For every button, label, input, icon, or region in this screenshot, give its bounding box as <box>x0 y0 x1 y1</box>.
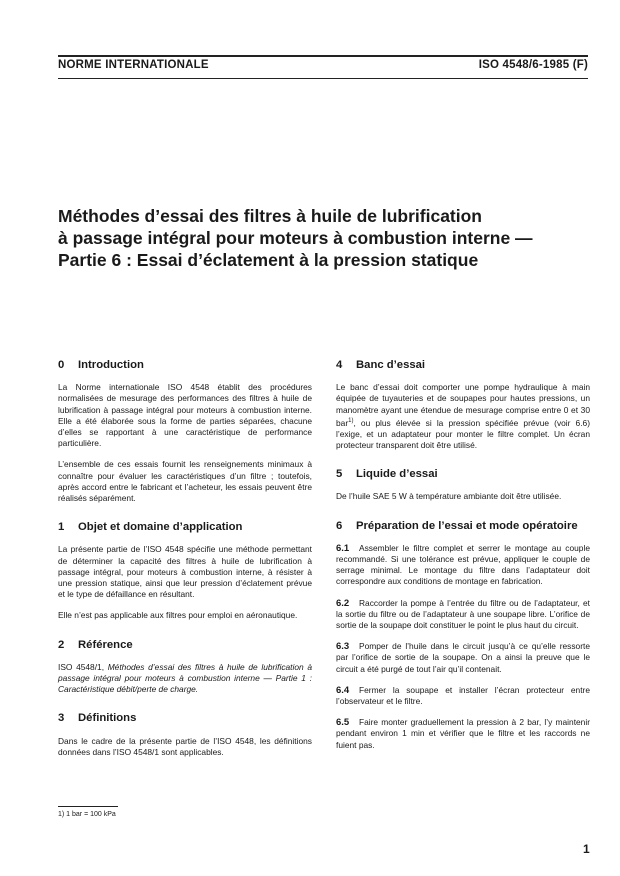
section-heading: 0 Introduction <box>58 359 144 371</box>
procedure-step: 6.5 Faire monter graduellement la pression à 2 bar, l’y maintenir pendant environ 1 min et vérifier que le filtre et les raccords ne fuient pas. <box>336 717 590 750</box>
title-line-2: à passage intégral pour moteurs à combustion interne — <box>58 228 533 248</box>
procedure-step: 6.1 Assembler le filtre complet et serrer le montage au couple recommandé. Si une tolérance est prévue, appliquer le couple de serrage minimal. Le montage du filtre dans l’adaptateur doit correspondre aux conditions de montage en fabrication. <box>336 542 590 587</box>
procedure-step: 6.2 Raccorder la pompe à l’entrée du filtre ou de l’adaptateur, et la sortie du filtre ou de l’adaptateur à une soupape libre. L’orifice de sortie de la soupape doit constituer le point le plus haut du circuit. <box>336 597 590 631</box>
section-reference <box>58 640 312 696</box>
paragraph: Elle n’est pas applicable aux filtres pour emploi en aéronautique. <box>58 610 298 621</box>
section-heading: 2 Référence <box>58 638 133 651</box>
procedure-step: 6.3 Pomper de l’huile dans le circuit jusqu’à ce qu’elle ressorte par l’orifice de sortie de la soupape. On a ainsi la preuve que le circuit a été purgé de tout l’air qu’il contenait. <box>336 641 590 674</box>
header-standard-number: ISO 4548/6-1985 (F) <box>478 59 588 71</box>
paragraph: Dans le cadre de la présente partie de l’ISO 4548, les définitions données dans l’ISO 4548/1 sont applicables. <box>58 735 312 757</box>
header-standard-type: NORME INTERNATIONALE <box>58 59 209 71</box>
document-title <box>58 205 598 271</box>
left-column <box>58 360 312 776</box>
section-heading: 6 Préparation de l’essai et mode opératoire <box>336 519 578 532</box>
section-scope <box>58 522 312 621</box>
right-column <box>336 360 590 769</box>
title-line-1: Méthodes d’essai des filtres à huile de lubrification <box>58 206 482 226</box>
footnote-rule <box>58 806 118 807</box>
paragraph: Le banc d’essai doit comporter une pompe hydraulique à main équipée de tuyauteries et de soupapes pour hautes pressions, un manomètre ayant une étendue de mesurage comprise entre 0 et 30 bar$^{1)}$, ou plus élevée si la pression spécifiée prévue (voir 6.6) l’exige, et un adaptateur pour monter le filtre complet. Un écran protecteur transparent doit être utilisé. <box>336 382 590 451</box>
paragraph: La Norme internationale ISO 4548 établit des procédures normalisées de mesurage des performances des filtres à huile de lubrification à passage intégral pour moteurs à combustion interne. Elle a été élaborée sous la forme de parties séparées, chacune d’elles se rapportant à une caractéristique de performance particulière. <box>58 382 312 449</box>
title-line-3: Partie 6 : Essai d’éclatement à la pression statique <box>58 250 479 270</box>
section-heading: 1 Objet et domaine d’application <box>58 521 243 534</box>
procedure-step: 6.4 Fermer la soupape et installer l’écran protecteur entre l’observateur et le filtre. <box>336 684 590 707</box>
section-test-bench <box>336 360 590 451</box>
section-heading: 5 Liquide d’essai <box>336 468 438 481</box>
section-procedure <box>336 521 590 751</box>
reference-entry: ISO 4548/1, Méthodes d’essai des filtres à huile de lubrification à passage intégral pour moteurs à combustion interne — Partie 1 : Caractéristique débit/perte de charge. <box>58 661 313 695</box>
section-heading: 3 Définitions <box>58 712 137 725</box>
header-top-rule <box>58 55 588 57</box>
footnote-reference: 1) <box>348 417 354 424</box>
paragraph: L’ensemble de ces essais fournit les renseignements minimaux à connaître pour évaluer les caractéristiques d’un filtre ; toutefois, après accord entre le fabricant et l’acheteur, les essais peuvent être réalisés séparément. <box>58 459 312 504</box>
section-heading: 4 Banc d’essai <box>336 359 426 371</box>
page-header <box>58 57 588 77</box>
section-definitions <box>58 713 312 758</box>
section-introduction <box>58 360 312 504</box>
paragraph: La présente partie de l’ISO 4548 spécifie une méthode permettant de déterminer la capacité des filtres à huile de lubrification à passage intégral, pour moteurs à combustion interne, à résister à une pression statique, ainsi que leur pression d’éclatement prévue et le type de défaillance en résultant. <box>58 544 312 600</box>
section-test-liquid <box>336 469 590 502</box>
page-number: 1 <box>583 842 590 856</box>
paragraph: De l’huile SAE 5 W à température ambiante doit être utilisée. <box>336 491 562 502</box>
header-bottom-rule <box>58 78 588 79</box>
footnote: 1) 1 bar = 100 kPa <box>58 811 116 818</box>
